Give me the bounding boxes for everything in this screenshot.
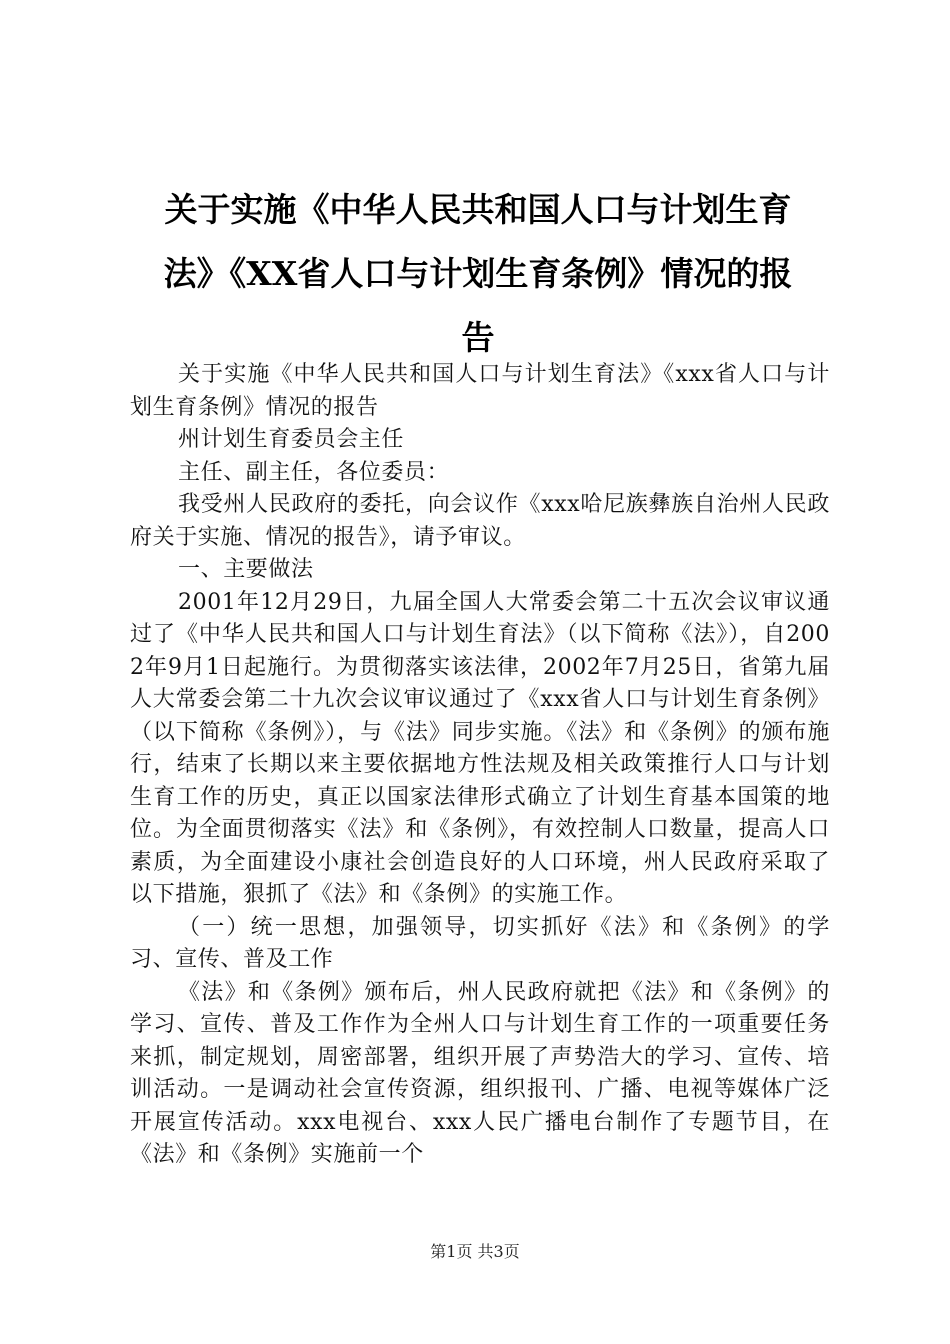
document-title [128,178,828,370]
title-line-2: 法》《XX省人口与计划生育条例》情况的报 [163,254,793,293]
page-number: 第1页 共3页 [430,1242,520,1261]
paragraph-intro: 我受州人民政府的委托，向会议作《xxx哈尼族彝族自治州人民政府关于实施、情况的报告》，请予审议。 [130,492,830,550]
paragraph-publicity: 《法》和《条例》颁布后，州人民政府就把《法》和《条例》的学习、宣传、普及工作作为全州人口与计划生育工作的一项重要任务来抓，制定规划，周密部署，组织开展了声势浩大的学习、宣传、培训活动。一是调动社会宣传资源，组织报刊、广播、电视等媒体广泛开展宣传活动。xxx电视台、xxx人民广播电台制作了专题节目，在《法》和《条例》实施前一个 [130,979,830,1167]
paragraph-background: 2001年12月29日，九届全国人大常委会第二十五次会议审议通过了《中华人民共和国人口与计划生育法》（以下简称《法》），自2002年9月1日起施行。为贯彻落实该法律，2002年7月25日，省第九届人大常委会第二十九次会议审议通过了《xxx省人口与计划生育条例》（以下简称《条例》），与《法》同步实施。《法》和《条例》的颁布施行，结束了长期以来主要依据地方性法规及相关政策推行人口与计划生育工作的历史，真正以国家法律形式确立了计划生育基本国策的地位。为全面贯彻落实《法》和《条例》，有效控制人口数量，提高人口素质，为全面建设小康社会创造良好的人口环境，州人民政府采取了以下措施，狠抓了《法》和《条例》的实施工作。 [130,589,830,907]
subsection-heading-1: （一）统一思想，加强领导，切实抓好《法》和《条例》的学习、宣传、普及工作 [130,914,830,972]
paragraph-author: 州计划生育委员会主任 [178,427,405,452]
section-heading-1: 一、主要做法 [178,557,314,582]
paragraph-salutation: 主任、副主任，各位委员： [178,459,450,485]
title-line-3: 告 [461,318,495,357]
document-body [130,359,830,1172]
title-line-1: 关于实施《中华人民共和国人口与计划生育 [164,190,792,229]
paragraph-subtitle: 关于实施《中华人民共和国人口与计划生育法》《xxx省人口与计划生育条例》情况的报告 [130,362,830,420]
